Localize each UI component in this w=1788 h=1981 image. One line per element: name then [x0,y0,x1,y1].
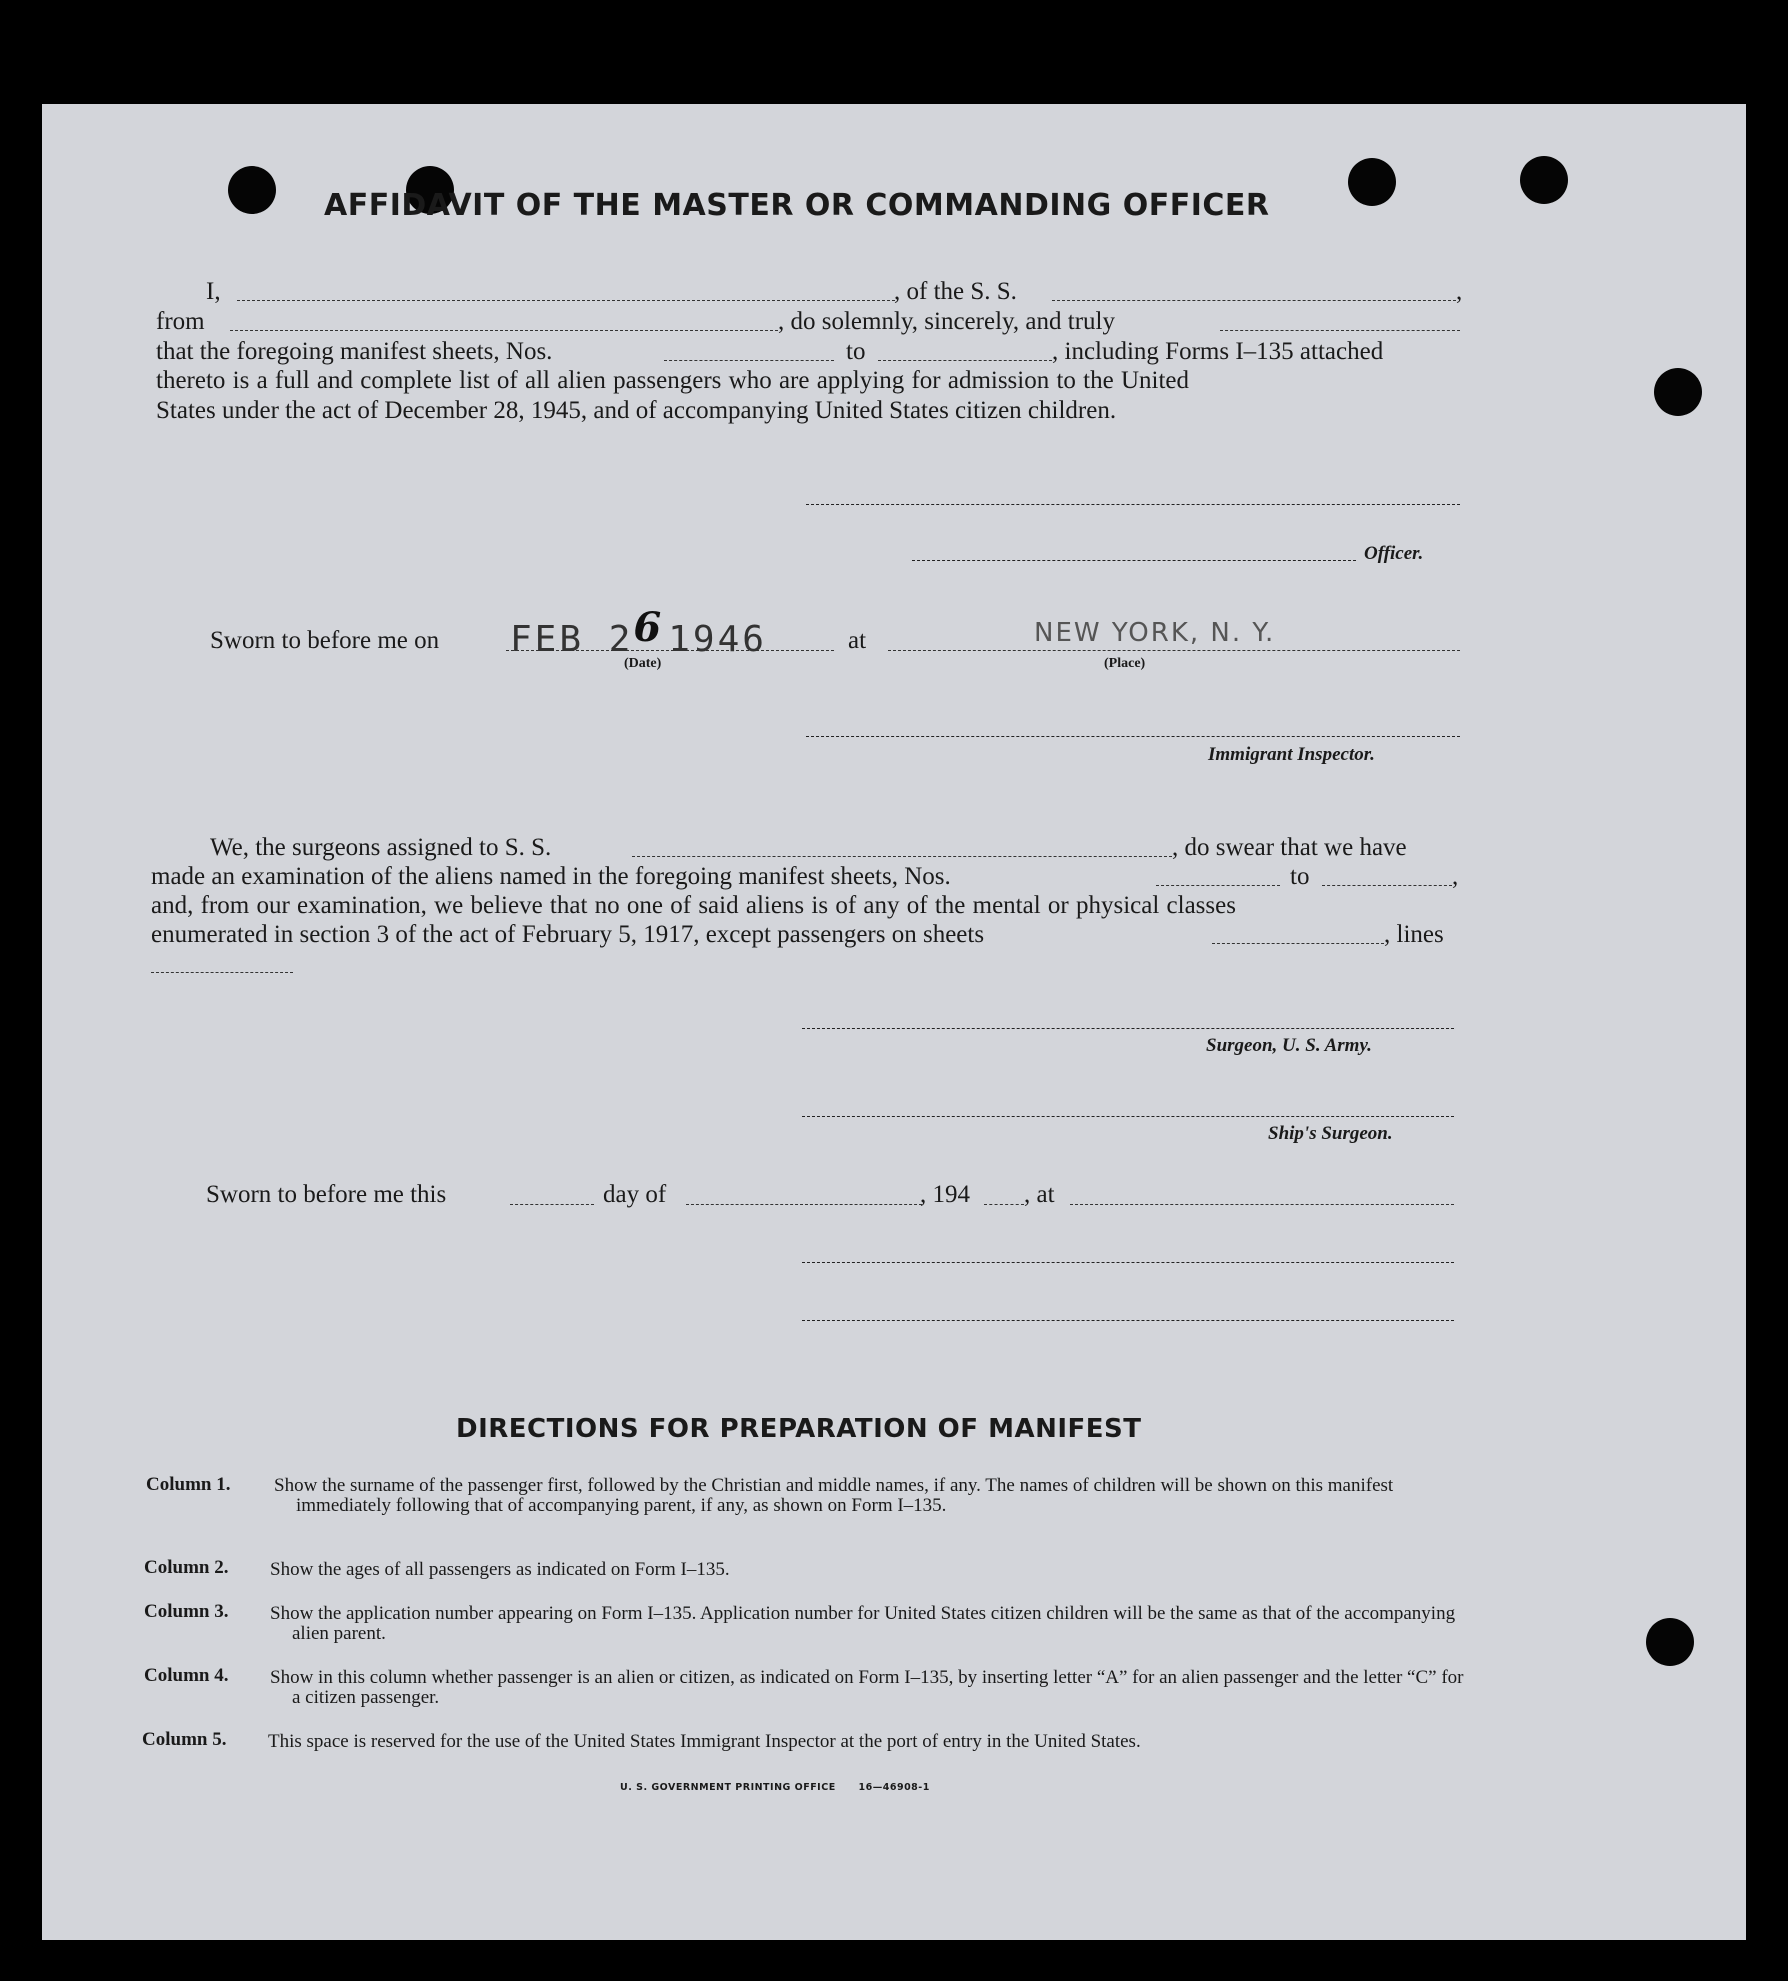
punch-hole [1646,1618,1694,1666]
sworn2-day-of: day of [603,1181,667,1208]
officer-signature-line-1[interactable] [806,504,1460,505]
column-2-label: Column 2. [144,1557,229,1578]
column-4-label: Column 4. [144,1665,229,1686]
directions-title: DIRECTIONS FOR PREPARATION OF MANIFEST [456,1414,1142,1444]
affidavit-line4: thereto is a full and complete list of all alien passengers who are applying for admission to the United [156,367,1190,394]
affidavit-line5: States under the act of December 28, 1945, and of accompanying United States citizen children. [156,397,1117,424]
column-1-label: Column 1. [146,1474,231,1495]
surgeons-line1-a: We, the surgeons assigned to S. S. [210,834,552,861]
surgeons-sheets-blank[interactable] [1212,943,1384,944]
handwritten-digit: 6 [633,604,665,651]
column-4-text: Show in this column whether passenger is an alien or citizen, as indicated on Form I–135, by inserting letter “A” for an alien passenger and the letter “C” for a citizen passenger. [270,1667,1464,1708]
sworn-before-me-this: Sworn to before me this [206,1181,447,1208]
army-surgeon-signature-line[interactable] [802,1028,1454,1029]
punch-hole [1654,368,1702,416]
sworn-before-me-on: Sworn to before me on [210,627,440,654]
manifest-from-blank[interactable] [664,360,834,361]
officer-label: Officer. [1364,543,1424,564]
officer-signature-line-2[interactable] [912,560,1356,561]
sworn2-at: , at [1024,1181,1055,1208]
column-3-label: Column 3. [144,1601,229,1622]
sworn-at: at [848,627,867,654]
column-3-text: Show the application number appearing on Form I–135. Application number for United States citizen children will be the same as that of the accompanying alien parent. [270,1603,1456,1644]
place-label: (Place) [1104,656,1146,671]
punch-hole [1348,158,1396,206]
surgeons-lines-blank[interactable] [151,972,293,973]
surgeons-line4-b: , lines [1384,921,1444,948]
inspector-signature-line[interactable] [806,736,1460,737]
inspector-label: Immigrant Inspector. [1208,744,1375,765]
officer-name-blank[interactable] [237,300,895,301]
printing-office-footer: U. S. GOVERNMENT PRINTING OFFICE 16—46908-1 [620,1782,930,1793]
punch-hole [228,166,276,214]
surgeons-line2-to: to [1290,863,1310,890]
affidavit-line1-of-ss: , of the S. S. [894,278,1017,305]
surgeons-line1-b: , do swear that we have [1172,834,1407,861]
army-surgeon-label: Surgeon, U. S. Army. [1206,1035,1372,1056]
affidavit-line2-solemnly: , do solemnly, sincerely, and truly [778,308,1115,335]
affidavit-line2-from: from [156,308,205,335]
sworn2-day-blank[interactable] [510,1204,594,1205]
column-1-text: Show the surname of the passenger first, followed by the Christian and middle names, if any. The names of children will be shown on this manifest immediately following that of accompanying parent, if any, as shown on Form I–135. [274,1475,1394,1516]
affidavit-line3-to: to [846,338,866,365]
sworn2-year-blank[interactable] [984,1204,1024,1205]
surgeons-ship-blank[interactable] [632,856,1172,857]
sworn2-month-blank[interactable] [686,1204,922,1205]
surgeons-line3: and, from our examination, we believe that no one of said aliens is of any of the mental or physical classes [151,892,1236,919]
port-from-blank[interactable] [230,330,778,331]
column-2-text: Show the ages of all passengers as indicated on Form I–135. [270,1559,730,1580]
affidavit-title: AFFIDAVIT OF THE MASTER OR COMMANDING OFFICER [324,188,1270,223]
column-5-text: This space is reserved for the use of the United States Immigrant Inspector at the port of entry in the United States. [268,1731,1141,1752]
ship-name-blank[interactable] [1052,300,1456,301]
surgeons-line2-a: made an examination of the aliens named in the foregoing manifest sheets, Nos. [151,863,951,890]
sworn-place-line[interactable] [888,650,1460,651]
affidavit-line3-b: , including Forms I–135 attached [1052,338,1384,365]
sworn2-year: , 194 [920,1181,970,1208]
date-label: (Date) [624,656,662,671]
sworn-date-stamp: FEB 26 1946 [510,604,767,660]
surgeons-nos-to-blank[interactable] [1322,885,1452,886]
sworn-place-stamp: NEW YORK, N. Y. [1034,618,1276,648]
ship-surgeon-label: Ship's Surgeon. [1268,1123,1393,1144]
surgeons-nos-from-blank[interactable] [1156,885,1280,886]
column-5-label: Column 5. [142,1729,227,1750]
punch-hole [1520,156,1568,204]
oath-blank[interactable] [1220,330,1460,331]
surgeons-line2-comma: , [1452,863,1459,890]
surgeons-line4-a: enumerated in section 3 of the act of February 5, 1917, except passengers on sheets [151,921,985,948]
sworn2-signature-line-1[interactable] [802,1262,1454,1263]
affidavit-line3-a: that the foregoing manifest sheets, Nos. [156,338,553,365]
manifest-to-blank[interactable] [878,360,1052,361]
affidavit-line1-comma: , [1456,278,1463,305]
ship-surgeon-signature-line[interactable] [802,1116,1454,1117]
sworn2-place-blank[interactable] [1070,1204,1454,1205]
affidavit-line1-i: I, [206,278,221,305]
sworn2-signature-line-2[interactable] [802,1320,1454,1321]
